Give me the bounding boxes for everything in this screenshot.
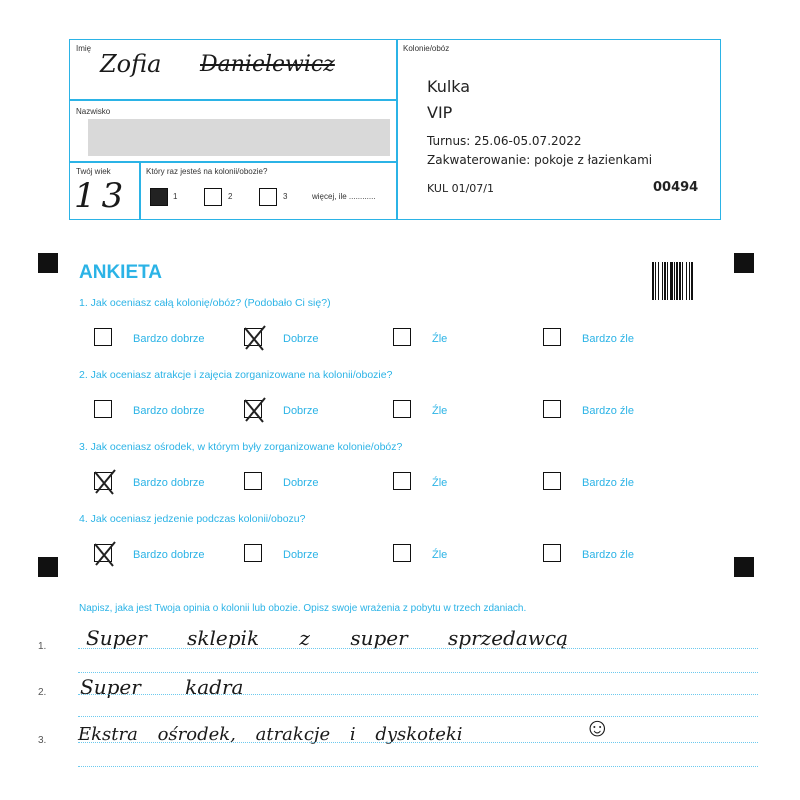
answer-line bbox=[78, 648, 758, 649]
barcode-bar bbox=[682, 262, 683, 300]
answer-checkbox[interactable] bbox=[244, 544, 262, 562]
smiley-icon: ☺ bbox=[584, 712, 611, 742]
option-label: Dobrze bbox=[283, 333, 319, 345]
question-text: 3. Jak oceniasz ośrodek, w którym były zorganizowane kolonie/obóz? bbox=[79, 441, 403, 453]
barcode-bar bbox=[652, 262, 654, 300]
option-label: Źle bbox=[432, 405, 448, 417]
first-name-value: Zofia bbox=[100, 50, 162, 78]
times-checkbox-3[interactable] bbox=[259, 188, 277, 206]
option-label: Dobrze bbox=[283, 549, 319, 561]
opinion-prompt: Napisz, jaka jest Twoja opinia o kolonii lub obozie. Opisz swoje wrażenia z pobytu w trzech zdaniach. bbox=[79, 603, 527, 614]
answer-checkbox[interactable] bbox=[244, 472, 262, 490]
times-more: więcej, ile ............ bbox=[312, 192, 376, 201]
answer-checkbox[interactable] bbox=[543, 544, 561, 562]
turnus: Turnus: 25.06-05.07.2022 bbox=[427, 134, 582, 148]
times-checkbox-1[interactable] bbox=[150, 188, 168, 206]
answer-checkbox[interactable] bbox=[393, 400, 411, 418]
surname-redaction bbox=[88, 119, 390, 156]
barcode-bar bbox=[691, 262, 693, 300]
opinion-answer-1[interactable]: Super sklepik z super sprzedawcą bbox=[86, 626, 568, 650]
answer-line bbox=[78, 766, 758, 767]
times-label: Który raz jesteś na kolonii/obozie? bbox=[146, 167, 268, 176]
answer-checkbox[interactable] bbox=[393, 472, 411, 490]
barcode-bar bbox=[670, 262, 673, 300]
age-value: 13 bbox=[74, 176, 130, 216]
answer-checkbox[interactable] bbox=[244, 400, 262, 418]
option-label: Źle bbox=[432, 549, 448, 561]
times-option-2: 2 bbox=[228, 192, 233, 201]
question-text: 1. Jak oceniasz całą kolonię/obóz? (Podobało Ci się?) bbox=[79, 297, 331, 309]
option-label: Źle bbox=[432, 333, 448, 345]
option-label: Bardzo dobrze bbox=[133, 477, 205, 489]
camp-code: KUL 01/07/1 bbox=[427, 182, 494, 195]
accommodation: Zakwaterowanie: pokoje z łazienkami bbox=[427, 153, 653, 167]
barcode-bar bbox=[655, 262, 656, 300]
line-number: 2. bbox=[38, 687, 47, 698]
barcode-bar bbox=[674, 262, 675, 300]
answer-line bbox=[78, 694, 758, 695]
barcode-bar bbox=[662, 262, 663, 300]
answer-checkbox[interactable] bbox=[244, 328, 262, 346]
answer-checkbox[interactable] bbox=[393, 544, 411, 562]
barcode-bar bbox=[676, 262, 678, 300]
registration-mark bbox=[38, 557, 58, 577]
first-name-crossed: Danielewicz bbox=[200, 52, 335, 77]
barcode-bar bbox=[667, 262, 668, 300]
first-name-label: Imię bbox=[76, 44, 92, 53]
answer-checkbox[interactable] bbox=[543, 400, 561, 418]
barcode-bar bbox=[664, 262, 666, 300]
registration-mark bbox=[38, 253, 58, 273]
answer-checkbox[interactable] bbox=[94, 544, 112, 562]
question-text: 4. Jak oceniasz jedzenie podczas kolonii/obozu? bbox=[79, 513, 306, 525]
check-mark-icon bbox=[241, 396, 267, 424]
camp-name: Kulka bbox=[427, 77, 471, 96]
registration-mark bbox=[734, 557, 754, 577]
form-number: 00494 bbox=[653, 180, 699, 195]
answer-checkbox[interactable] bbox=[94, 400, 112, 418]
age-label: Twój wiek bbox=[76, 167, 111, 176]
barcode bbox=[652, 262, 708, 305]
option-label: Dobrze bbox=[283, 405, 319, 417]
answer-checkbox[interactable] bbox=[543, 328, 561, 346]
registration-mark bbox=[734, 253, 754, 273]
answer-checkbox[interactable] bbox=[543, 472, 561, 490]
header-divider bbox=[70, 99, 396, 101]
header-box bbox=[69, 39, 721, 220]
answer-checkbox[interactable] bbox=[94, 472, 112, 490]
surname-label: Nazwisko bbox=[76, 107, 111, 116]
camp-type: VIP bbox=[427, 103, 453, 122]
answer-line bbox=[78, 742, 758, 743]
option-label: Bardzo źle bbox=[582, 405, 634, 417]
option-label: Bardzo dobrze bbox=[133, 549, 205, 561]
header-divider bbox=[139, 161, 141, 219]
answer-line bbox=[78, 716, 758, 717]
barcode-bar bbox=[679, 262, 681, 300]
barcode-bar bbox=[689, 262, 690, 300]
check-mark-icon bbox=[241, 324, 267, 352]
check-mark-icon bbox=[91, 468, 117, 496]
times-option-3: 3 bbox=[283, 192, 288, 201]
option-label: Bardzo źle bbox=[582, 333, 634, 345]
header-divider bbox=[396, 40, 398, 219]
barcode-bar bbox=[686, 262, 687, 300]
line-number: 3. bbox=[38, 735, 47, 746]
opinion-answer-3[interactable]: Ekstra ośrodek, atrakcje i dyskoteki bbox=[78, 724, 463, 745]
survey-title: ANKIETA bbox=[79, 262, 163, 283]
option-label: Źle bbox=[432, 477, 448, 489]
question-text: 2. Jak oceniasz atrakcje i zajęcia zorganizowane na kolonii/obozie? bbox=[79, 369, 393, 381]
barcode-bar bbox=[658, 262, 659, 300]
times-checkbox-2[interactable] bbox=[204, 188, 222, 206]
opinion-answer-2[interactable]: Super kadra bbox=[80, 675, 244, 699]
times-option-1: 1 bbox=[173, 192, 178, 201]
option-label: Dobrze bbox=[283, 477, 319, 489]
option-label: Bardzo źle bbox=[582, 549, 634, 561]
check-mark-icon bbox=[91, 540, 117, 568]
answer-checkbox[interactable] bbox=[393, 328, 411, 346]
header-divider bbox=[70, 161, 396, 163]
answer-checkbox[interactable] bbox=[94, 328, 112, 346]
option-label: Bardzo dobrze bbox=[133, 405, 205, 417]
option-label: Bardzo dobrze bbox=[133, 333, 205, 345]
answer-line bbox=[78, 672, 758, 673]
option-label: Bardzo źle bbox=[582, 477, 634, 489]
camp-label: Kolonie/obóz bbox=[403, 44, 450, 53]
line-number: 1. bbox=[38, 641, 47, 652]
